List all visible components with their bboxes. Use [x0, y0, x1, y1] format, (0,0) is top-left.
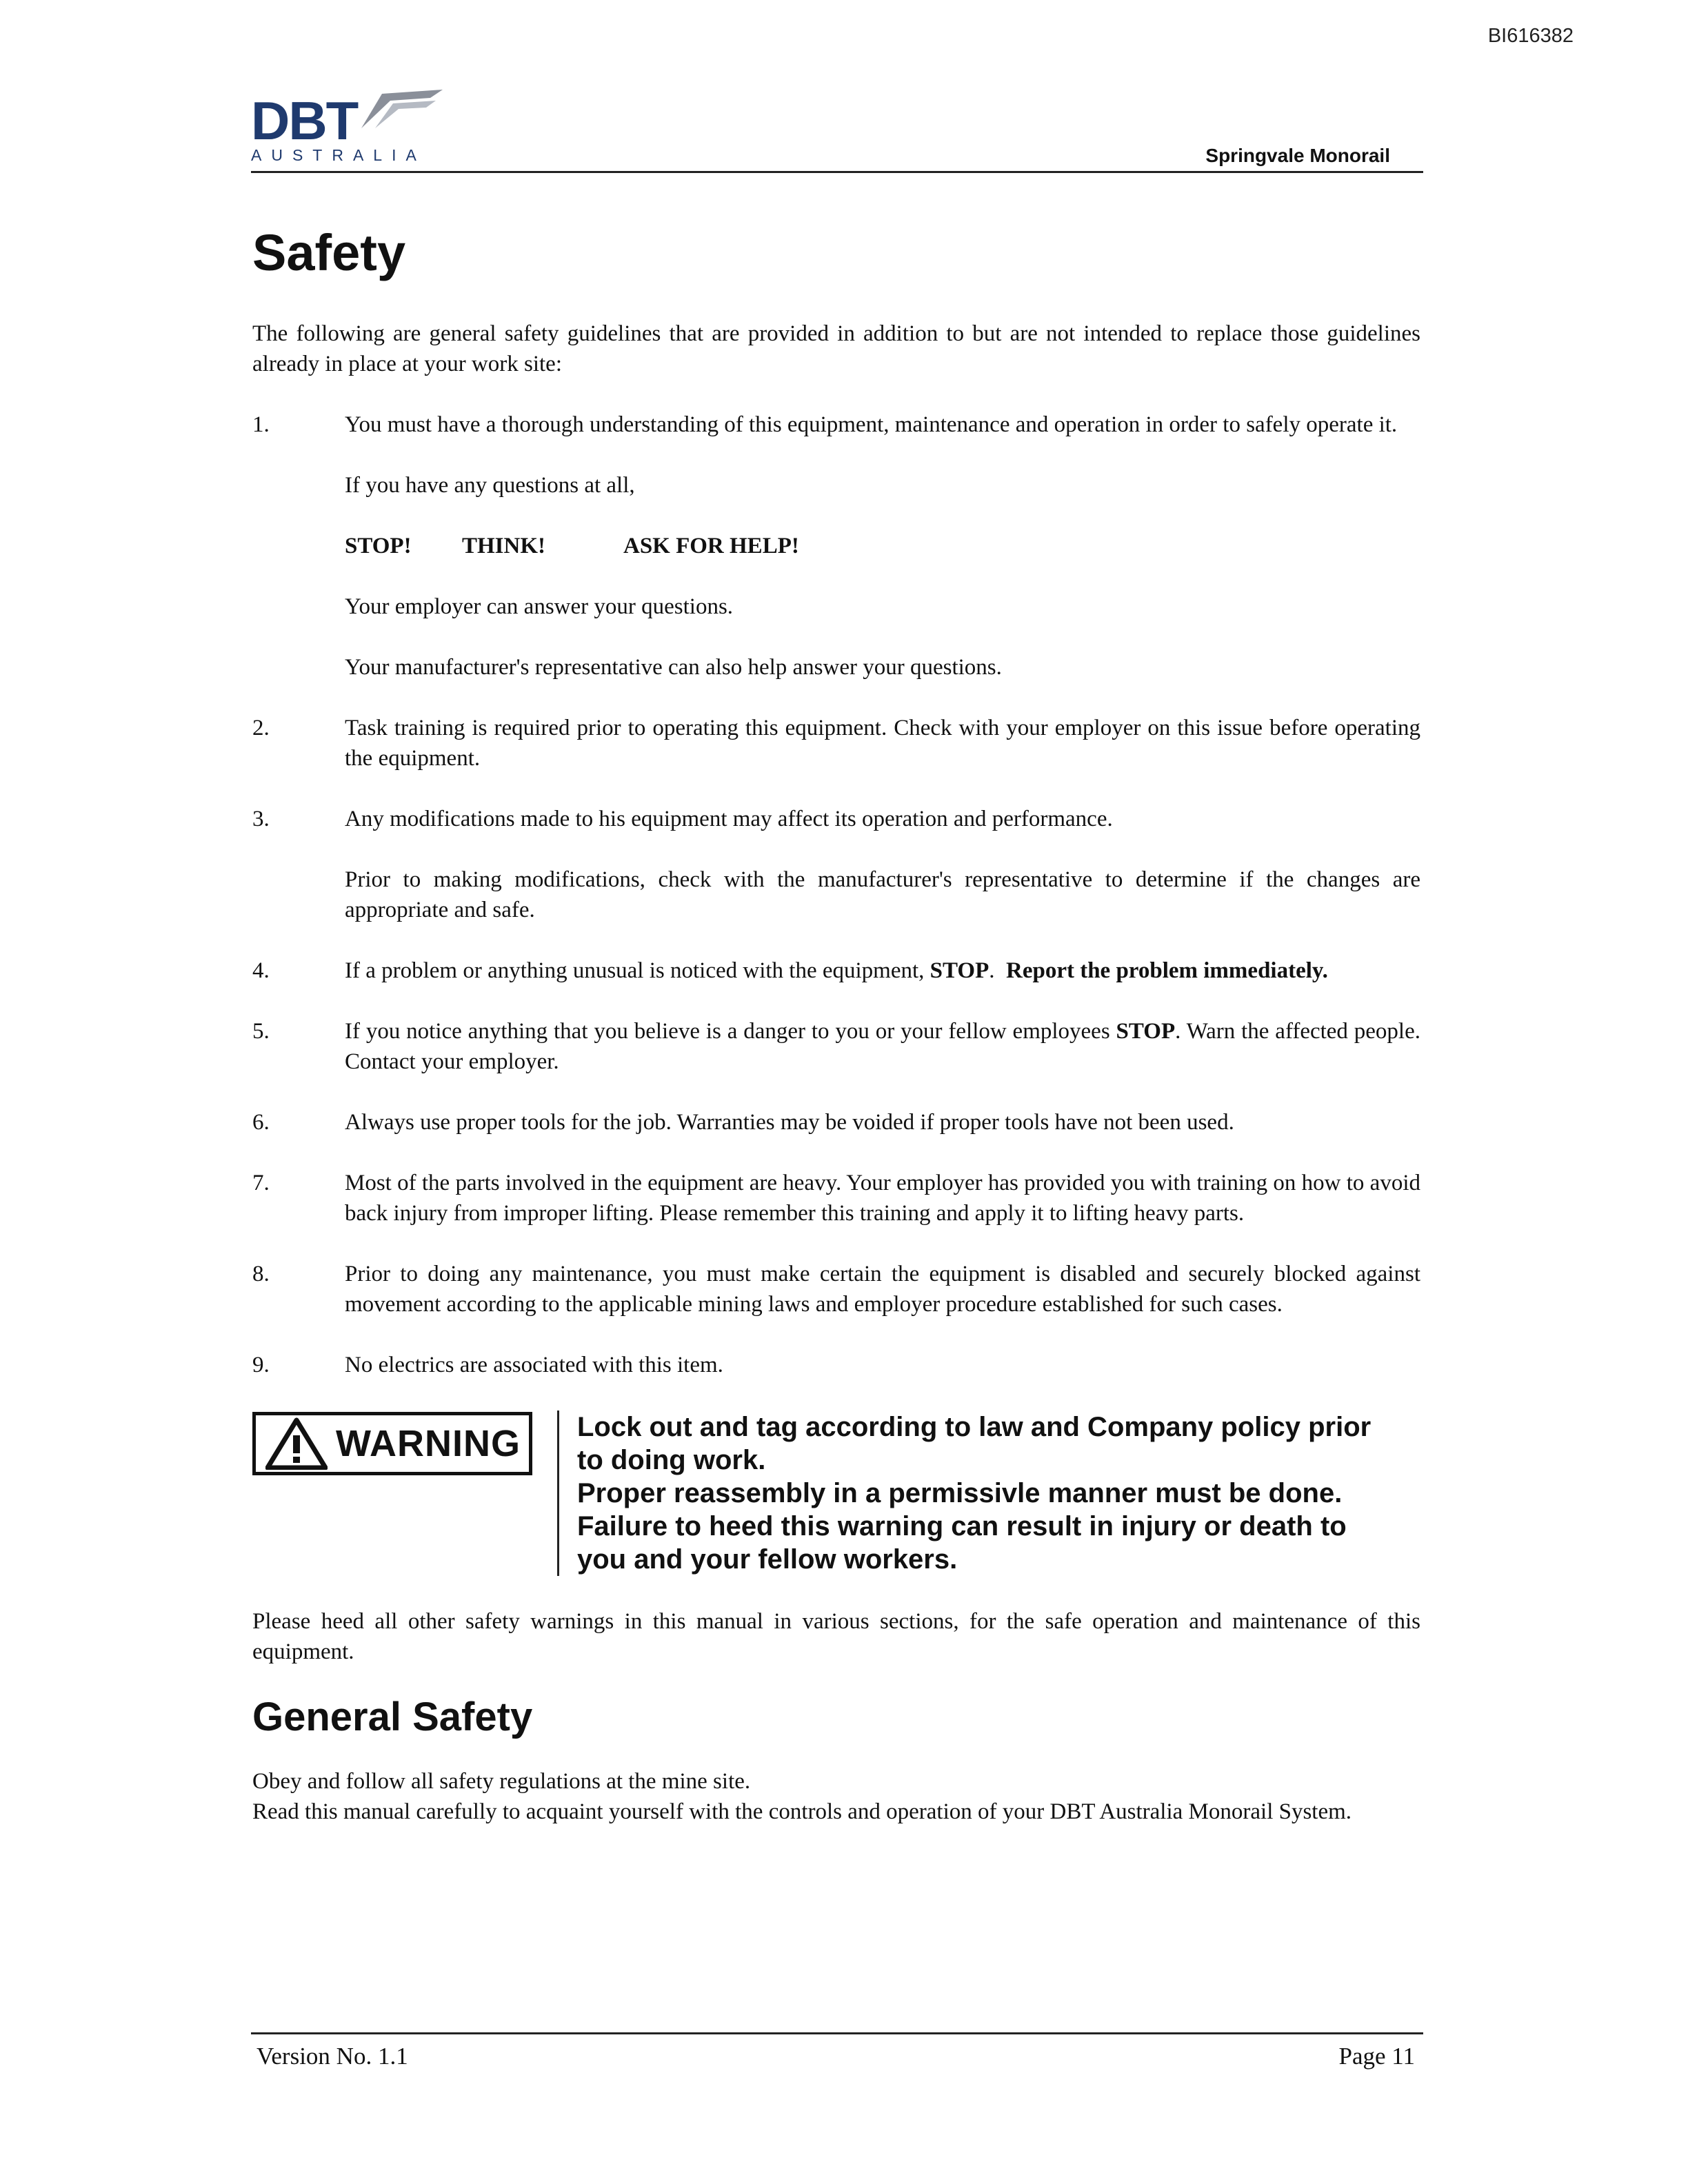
stop-think-ask-line	[345, 531, 1420, 561]
general-safety-heading: General Safety	[252, 1695, 533, 1739]
item-text	[345, 956, 1420, 986]
logo-subtitle: AUSTRALIA	[251, 146, 426, 164]
warning-line: Failure to heed this warning can result in injury or death to	[577, 1511, 1347, 1541]
stop-label: STOP!	[345, 534, 412, 558]
list-item	[252, 1107, 1420, 1138]
header-title: Springvale Monorail	[1205, 145, 1390, 166]
heed-warnings-paragraph: Please heed all other safety warnings in this manual in various sections, for the safe operation and maintenance of this equipment.	[252, 1609, 1420, 1664]
list-item	[252, 956, 1420, 986]
stop-emphasis: STOP	[1116, 1019, 1176, 1044]
intro-paragraph: The following are general safety guidelines that are provided in addition to but are not intended to replace those guidelines already in place at your work site:	[252, 321, 1420, 376]
page-footer	[251, 2032, 1423, 2070]
dbt-australia-logo	[251, 90, 437, 168]
list-item	[252, 1259, 1420, 1320]
main-content	[252, 224, 1420, 1857]
item-text: No electrics are associated with this item.	[345, 1353, 723, 1377]
list-item	[252, 410, 1420, 682]
item-number: 8.	[252, 1262, 270, 1286]
item-text	[345, 1016, 1420, 1077]
warning-line: Proper reassembly in a permissivle manner must be done.	[577, 1478, 1343, 1508]
list-item	[252, 1168, 1420, 1228]
item-text-plain: If you notice anything that you believe is a danger to you or your fellow employees	[345, 1019, 1110, 1044]
ask-for-help-label: ASK FOR HELP!	[623, 534, 799, 558]
general-safety-line: Obey and follow all safety regulations at the mine site.	[252, 1769, 751, 1794]
item-text-extra: Prior to making modifications, check with the manufacturer's representative to determine if the changes are appropriate and safe.	[345, 867, 1420, 922]
item-text: You must have a thorough understanding of this equipment, maintenance and operation in order to safely operate it.	[345, 412, 1398, 437]
item-text: Always use proper tools for the job. Warranties may be voided if proper tools have not been used.	[345, 1110, 1234, 1135]
warning-line: Lock out and tag according to law and Company policy prior	[577, 1412, 1372, 1442]
warning-text	[557, 1410, 1371, 1576]
list-item	[252, 1016, 1420, 1077]
item-number: 3.	[252, 807, 270, 831]
item-text-plain: If a problem or anything unusual is noticed with the equipment,	[345, 958, 925, 983]
item-text: Most of the parts involved in the equipment are heavy. Your employer has provided you with training on how to avoid back injury from improper lifting. Please remember this training and apply it to lifting heavy parts.	[345, 1171, 1420, 1226]
item-text: Task training is required prior to operating this equipment. Check with your employer on this issue before operating the equipment.	[345, 716, 1420, 771]
page-number: Page 11	[1338, 2043, 1415, 2070]
questions-text: If you have any questions at all,	[345, 473, 635, 498]
warning-badge	[252, 1412, 532, 1475]
item-text: Any modifications made to his equipment may affect its operation and performance.	[345, 807, 1113, 831]
logo-wordmark: DBT	[251, 90, 358, 151]
manufacturer-text: Your manufacturer's representative can also help answer your questions.	[345, 655, 1002, 680]
warning-label: WARNING	[336, 1423, 521, 1464]
report-emphasis: Report the problem immediately.	[1006, 958, 1328, 983]
warning-line: to doing work.	[577, 1445, 766, 1475]
item-text: Prior to doing any maintenance, you must make certain the equipment is disabled and securely blocked against movement according to the applicable mining laws and employer procedure established for such cases.	[345, 1262, 1420, 1317]
list-item	[252, 804, 1420, 925]
separator: .	[989, 958, 1006, 983]
logo-swoosh-icon	[354, 88, 444, 130]
item-number: 6.	[252, 1110, 270, 1135]
item-number: 2.	[252, 716, 270, 740]
warning-line: you and your fellow workers.	[577, 1544, 958, 1575]
general-safety-line: Read this manual carefully to acquaint yourself with the controls and operation of your DBT Australia Monorail System.	[252, 1799, 1352, 1824]
item-number: 9.	[252, 1353, 270, 1377]
stop-emphasis: STOP	[930, 958, 989, 983]
think-label: THINK!	[462, 534, 546, 558]
employer-text: Your employer can answer your questions.	[345, 594, 734, 619]
item-number: 5.	[252, 1019, 270, 1044]
warning-triangle-icon	[265, 1417, 328, 1470]
item-number: 4.	[252, 958, 270, 983]
page-header	[251, 91, 1423, 173]
list-item	[252, 1350, 1420, 1380]
page-title: Safety	[252, 224, 406, 281]
list-item	[252, 713, 1420, 774]
warning-block	[252, 1410, 1420, 1576]
version-number: Version No. 1.1	[257, 2043, 408, 2070]
item-number: 1.	[252, 412, 270, 437]
item-number: 7.	[252, 1171, 270, 1195]
document-id: BI616382	[1487, 25, 1574, 47]
item-text-plain: . Warn the affected people. Contact your employer.	[345, 1019, 1420, 1074]
